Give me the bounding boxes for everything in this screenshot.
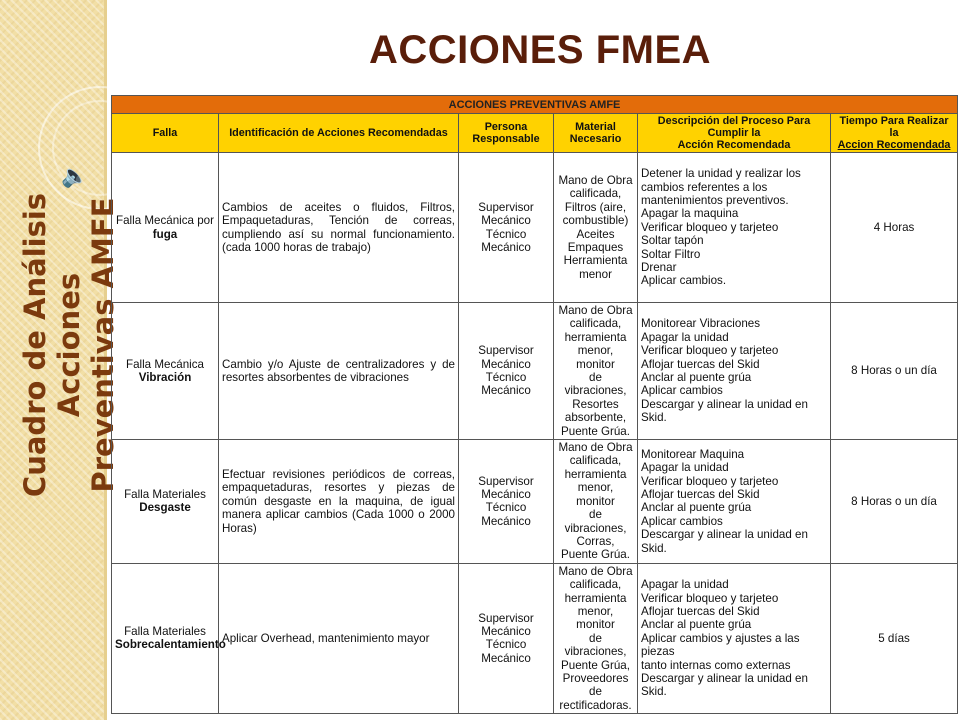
persona-line: Técnico Mecánico (481, 638, 531, 665)
persona-line: Técnico Mecánico (481, 227, 531, 254)
falla-prefix: Falla Mecánica (126, 357, 204, 371)
descripcion-line: Verificar bloqueo y tarjeteo (641, 474, 779, 488)
persona-line: Mecánico (481, 487, 531, 501)
descripcion-line: Aplicar cambios y ajustes a las piezas (641, 631, 800, 659)
header-persona-line: Responsable (472, 133, 540, 145)
material-line: herramienta (564, 467, 627, 481)
material-line: de vibraciones, (564, 371, 627, 398)
descripcion-line: Aflojar tuercas del Skid (641, 604, 760, 618)
cell-acciones: Efectuar revisiones periódicos de correas, empaquetaduras, resortes y piezas de común desgaste en la maquina, de igual manera aplicar cambios (Cada 1000 o 2000 Horas) (219, 440, 459, 564)
material-line: Herramienta (563, 254, 628, 268)
header-tiempo (831, 114, 958, 153)
descripcion-line: Detener la unidad y realizar los (641, 167, 801, 181)
vertical-slide-title (18, 125, 120, 565)
descripcion-line: Anclar al puente grúa (641, 618, 752, 632)
material-line: Aceites (576, 227, 615, 241)
falla-type: Vibración (138, 371, 192, 385)
descripcion-line: Soltar tapón (641, 234, 704, 248)
cell-tiempo: 8 Horas o un día (831, 440, 958, 564)
falla-prefix: Falla Materiales (124, 625, 206, 639)
material-line: absorbente, (564, 411, 627, 425)
descripcion-line: Aflojar tuercas del Skid (641, 357, 760, 371)
header-tiempo-line: Accion Recomendada (837, 139, 951, 151)
material-line: Puente Grúa. (561, 548, 630, 562)
descripcion-line: Aflojar tuercas del Skid (641, 487, 760, 501)
material-line: de vibraciones, (564, 508, 627, 535)
table-row (112, 563, 958, 713)
descripcion-line: Descargar y alinear la unidad en Skid. (641, 528, 808, 555)
persona-line: Mecánico (481, 357, 531, 371)
descripcion-line: Apagar la unidad (641, 461, 729, 475)
cell-descripcion (638, 563, 831, 713)
cell-material (554, 303, 638, 440)
cell-descripcion (638, 303, 831, 440)
vertical-title-line-2: Preventivas AMFE (86, 197, 120, 493)
material-line: calificada, (569, 454, 622, 468)
table-band-row (112, 96, 958, 114)
descripcion-line: tanto internas como externas (641, 658, 791, 672)
descripcion-line: Apagar la maquina (641, 207, 739, 221)
material-line: Mano de Obra (558, 564, 633, 578)
cell-material (554, 440, 638, 564)
descripcion-line: Apagar la unidad (641, 578, 729, 592)
persona-line: Mecánico (481, 625, 531, 639)
descripcion-line: Aplicar cambios. (641, 274, 727, 288)
material-line: Mano de Obra (558, 304, 633, 317)
descripcion-line: Soltar Filtro (641, 247, 701, 261)
material-line: Puente Grúa. (561, 424, 630, 438)
falla-type: Desgaste (139, 501, 191, 515)
header-descripcion-line: Descripción del Proceso Para Cumplir la (657, 115, 811, 139)
cell-falla (112, 440, 219, 564)
material-line: Proveedores de (562, 671, 629, 699)
cell-material (554, 153, 638, 303)
material-line: Filtros (aire, (564, 200, 627, 214)
persona-line: Supervisor (478, 611, 534, 625)
cell-persona (459, 303, 554, 440)
material-line: menor, monitor (576, 344, 615, 371)
cell-persona (459, 153, 554, 303)
material-line: herramienta (564, 591, 627, 605)
cell-falla (112, 563, 226, 713)
cell-falla (112, 303, 219, 440)
material-line: Resortes (572, 397, 619, 411)
table-row (112, 440, 958, 564)
descripcion-line: Verificar bloqueo y tarjeteo (641, 591, 779, 605)
header-persona-line: Persona (484, 121, 528, 133)
material-line: combustible) (562, 214, 629, 228)
persona-line: Supervisor (478, 474, 534, 488)
falla-type: Sobrecalentamiento (115, 638, 226, 652)
header-material-line: Necesario (569, 133, 622, 145)
descripcion-line: Monitorear Vibraciones (641, 317, 761, 331)
table-header-row (112, 114, 958, 153)
cell-acciones: Aplicar Overhead, mantenimiento mayor (219, 563, 459, 713)
speaker-icon[interactable]: 🔈 (61, 164, 89, 189)
descripcion-line: cambios referentes a los (641, 180, 768, 194)
material-line: Puente Grúa, (561, 658, 630, 672)
vertical-title-line-1: Cuadro de Análisis Acciones (18, 192, 86, 498)
descripcion-line: Verificar bloqueo y tarjeteo (641, 220, 779, 234)
material-line: Mano de Obra (558, 441, 633, 455)
table-band-title: ACCIONES PREVENTIVAS AMFE (112, 96, 958, 114)
cell-descripcion (638, 440, 831, 564)
material-line: rectificadoras. (559, 698, 632, 712)
descripcion-line: mantenimientos preventivos. (641, 193, 789, 207)
cell-acciones: Cambio y/o Ajuste de centralizadores y de resortes absorbentes de vibraciones (219, 303, 459, 440)
cell-material (554, 563, 638, 713)
persona-line: Técnico Mecánico (481, 371, 531, 398)
material-line: herramienta (564, 330, 627, 344)
material-line: calificada, (569, 317, 622, 331)
cell-tiempo: 8 Horas o un día (831, 303, 958, 440)
descripcion-line: Aplicar cambios (641, 384, 723, 398)
header-descripcion-line: Acción Recomendada (677, 139, 791, 151)
header-material-line: Material (575, 121, 616, 133)
descripcion-line: Verificar bloqueo y tarjeteo (641, 344, 779, 358)
header-acciones: Identificación de Acciones Recomendadas (219, 114, 459, 153)
cell-tiempo: 5 días (831, 563, 958, 713)
cell-persona (459, 440, 554, 564)
header-descripcion (638, 114, 831, 153)
header-falla: Falla (112, 114, 219, 153)
falla-prefix: Falla Materiales (124, 487, 206, 501)
fmea-actions-table (111, 95, 958, 714)
persona-line: Supervisor (478, 200, 534, 214)
persona-line: Supervisor (478, 344, 534, 358)
falla-prefix: Falla Mecánica por (116, 214, 214, 228)
cell-falla (112, 153, 219, 303)
descripcion-line: Anclar al puente grúa (641, 371, 752, 385)
descripcion-line: Descargar y alinear la unidad en Skid. (641, 397, 808, 425)
cell-tiempo: 4 Horas (831, 153, 958, 303)
descripcion-line: Descargar y alinear la unidad en Skid. (641, 671, 808, 699)
descripcion-line: Aplicar cambios (641, 514, 723, 528)
material-line: Mano de Obra (558, 173, 633, 187)
page-title: ACCIONES FMEA (368, 28, 712, 72)
material-line: Empaques (567, 240, 624, 254)
descripcion-line: Drenar (641, 261, 677, 275)
falla-type: fuga (152, 227, 178, 241)
descripcion-line: Apagar la unidad (641, 330, 729, 344)
table-row (112, 153, 958, 303)
descripcion-line: Monitorear Maquina (641, 447, 745, 461)
descripcion-line: Anclar al puente grúa (641, 501, 752, 515)
persona-line: Mecánico (481, 214, 531, 228)
header-tiempo-line: Tiempo Para Realizar la (839, 115, 949, 139)
header-persona (459, 114, 554, 153)
cell-acciones: Cambios de aceites o fluidos, Filtros, Empaquetaduras, Tención de correas, cumpliendo así su normal funcionamiento. (cada 1000 horas de trabajo) (219, 153, 459, 303)
cell-persona (459, 563, 554, 713)
material-line: de vibraciones, (564, 631, 627, 659)
material-line: calificada, (569, 578, 622, 592)
header-material (554, 114, 638, 153)
persona-line: Técnico Mecánico (481, 501, 531, 528)
material-line: menor, monitor (576, 481, 615, 508)
table-row (112, 303, 958, 440)
cell-descripcion (638, 153, 831, 303)
material-line: menor (579, 267, 612, 281)
material-line: calificada, (569, 187, 622, 201)
material-line: Corras, (576, 534, 615, 548)
material-line: menor, monitor (576, 604, 615, 632)
